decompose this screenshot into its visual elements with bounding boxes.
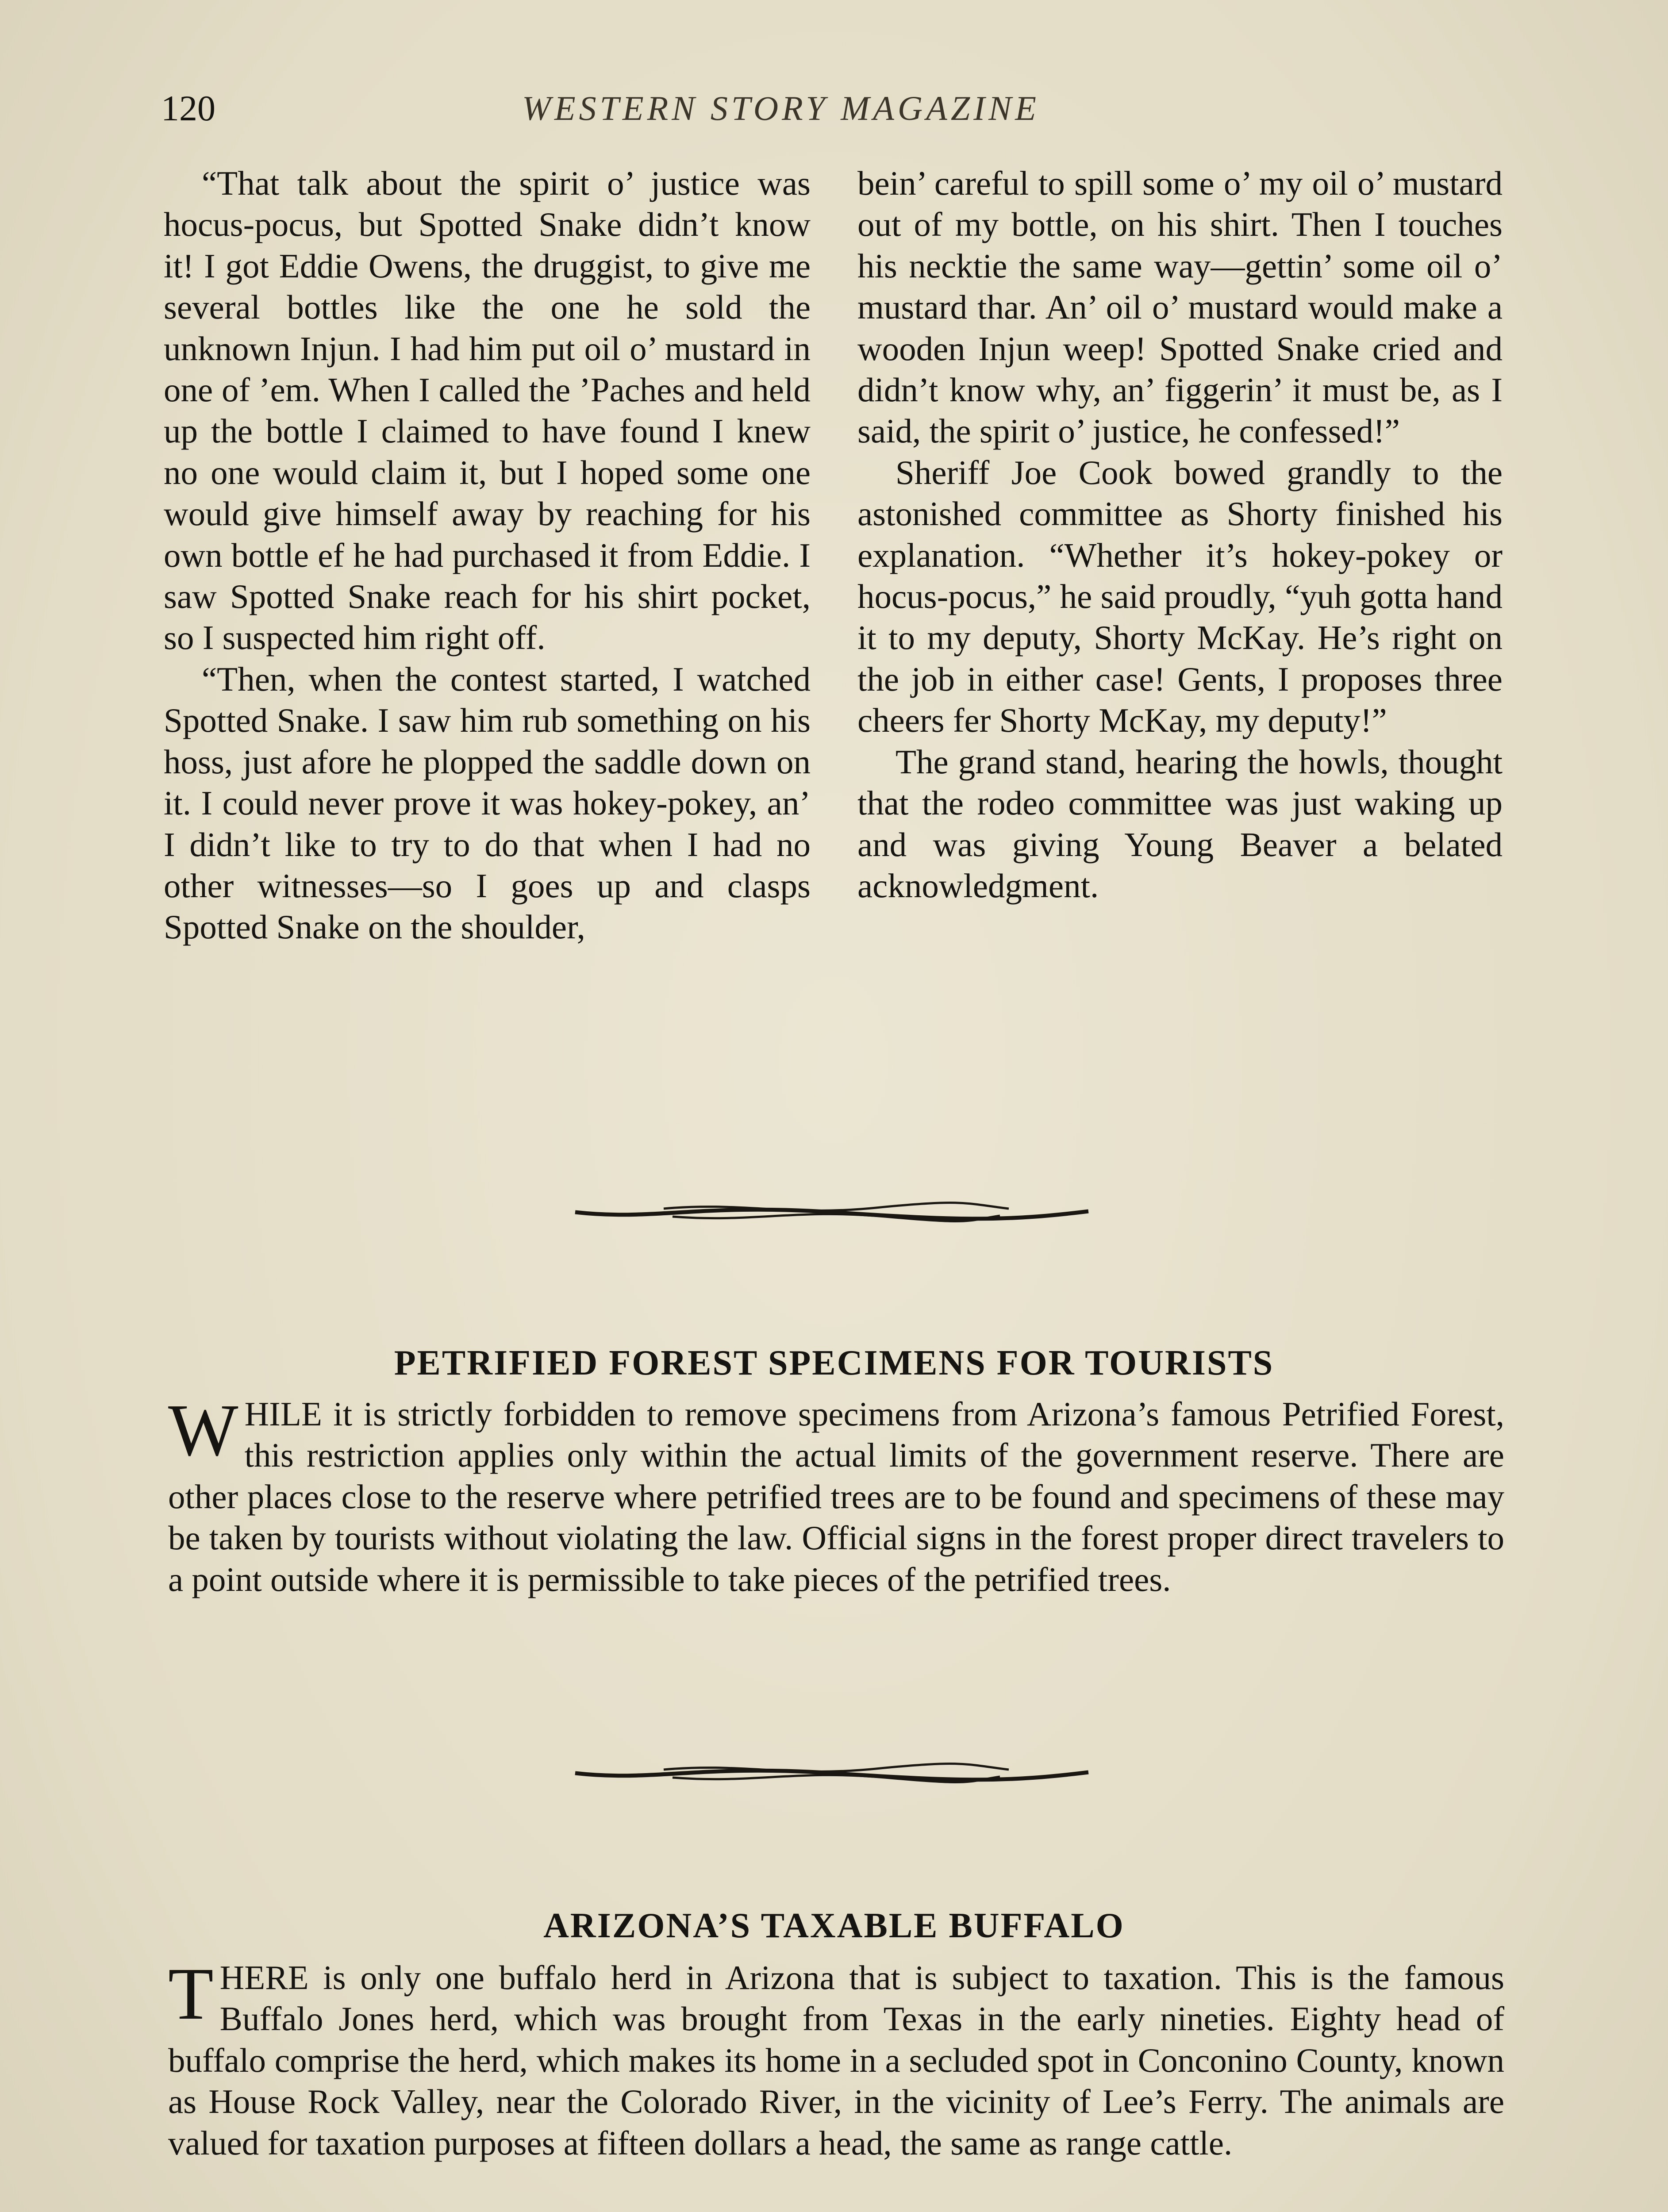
drop-cap: W (168, 1389, 238, 1471)
article-text: HERE is only one buffalo herd in Arizona that is subject to taxation. This is the famous Buffalo Jones herd, which was brought from Texas in the early nineties. Eighty head of buffalo comprise the herd, which makes its home in a secluded spot in Conconino County, known as House Rock Valley, near the Colorado River, in the vicinity of Lee’s Ferry. The animals are valued for taxation purposes at fifteen dollars a head, the same as range cattle. (168, 1959, 1504, 2162)
article-heading-taxable-buffalo: ARIZONA’S TAXABLE BUFFALO (543, 1906, 1125, 1945)
article-body-taxable-buffalo (168, 1953, 1504, 2164)
page-number: 120 (161, 88, 215, 128)
story-paragraph: Sheriff Joe Cook bowed grandly to the astonished committee as Shorty finished his explanation. “Whether it’s hokey-pokey or hocus-pocus,” he said proudly, “yuh gotta hand it to my deputy, Shorty McKay. He’s right on the job in either case! Gents, I proposes three cheers fer Shorty McKay, my deputy!” (857, 453, 1503, 740)
story-paragraph: “That talk about the spirit o’ justice was hocus-pocus, but Spotted Snake didn’t know it! I got Eddie Owens, the druggist, to give me several bottles like the one he sold the unknown Injun. I had him put oil o’ mustard in one of ’em. When I called the ’Paches and held up the bottle I claimed to have found I knew no one would claim it, but I hoped some one would give himself away by reaching for his own bottle ef he had purchased it from Eddie. I saw Spotted Snake reach for his shirt pocket, so I suspected him right off. (164, 164, 811, 657)
drop-cap: T (168, 1953, 214, 2035)
story-paragraph: bein’ careful to spill some o’ my oil o’ mustard out of my bottle, on his shirt. Then I touches his necktie the same way—gettin’ some oil o’ mustard thar. An’ oil o’ mustard would make a wooden Injun weep! Spotted Snake cried and didn’t know why, an’ figgerin’ it must be, as I said, the spirit o’ justice, he confessed!” (857, 164, 1503, 450)
article-body-petrified-forest (168, 1389, 1504, 1600)
story-paragraph: The grand stand, hearing the howls, thought that the rodeo committee was just waking up and was giving Young Beaver a belated acknowledgment. (857, 742, 1503, 905)
wavy-rule-ornament-icon (566, 1760, 1097, 1786)
article-heading-petrified-forest: PETRIFIED FOREST SPECIMENS FOR TOURISTS (394, 1344, 1274, 1382)
wavy-rule-ornament-icon (566, 1199, 1097, 1225)
article-text: HILE it is strictly forbidden to remove specimens from Arizona’s famous Petrified Forest, this restriction applies only within the actual limits of the government reserve. There are other places close to the reserve where petrified trees are to be found and specimens of these may be taken by tourists without violating the law. Official signs in the forest proper direct travelers to a point outside where it is permissible to take pieces of the petrified trees. (168, 1395, 1504, 1598)
running-head: WESTERN STORY MAGAZINE (522, 89, 1040, 127)
story-column-right (857, 163, 1503, 906)
story-paragraph: “Then, when the contest started, I watched Spotted Snake. I saw him rub something on his hoss, just afore he plopped the saddle down on it. I could never prove it was hokey-pokey, an’ I didn’t like to try to do that when I had no other witnesses—so I goes up and clasps Spotted Snake on the shoulder, (164, 660, 811, 946)
story-column-left (164, 163, 811, 948)
